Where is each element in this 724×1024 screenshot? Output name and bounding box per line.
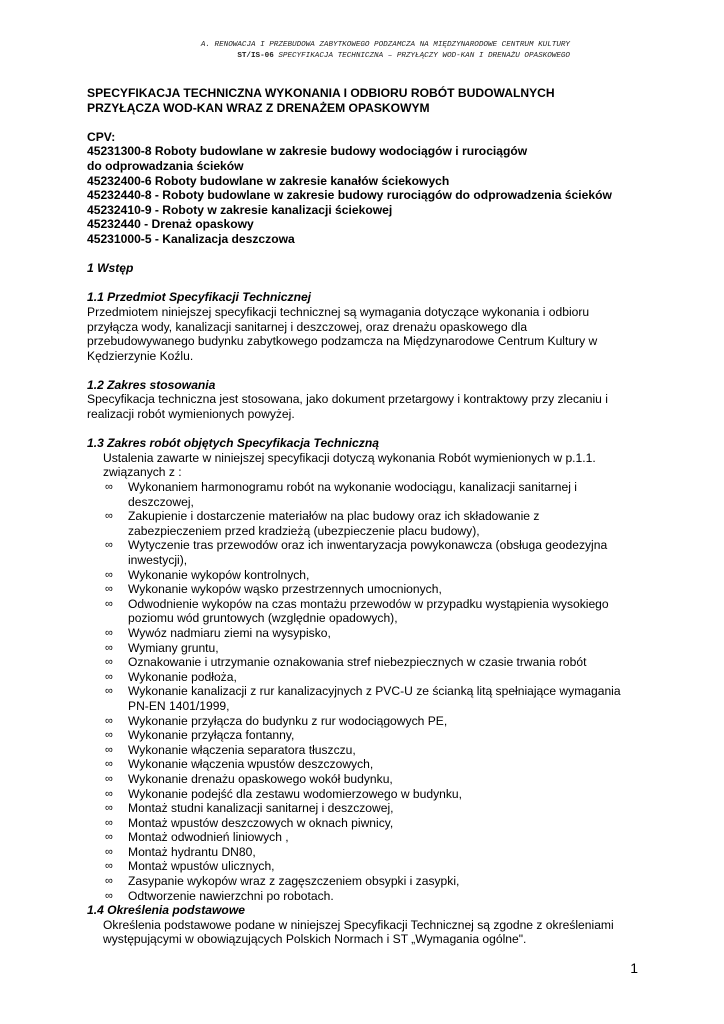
infinity-bullet-icon: ∞ bbox=[105, 656, 113, 669]
infinity-bullet-icon: ∞ bbox=[105, 787, 113, 800]
infinity-bullet-icon: ∞ bbox=[105, 816, 113, 829]
infinity-bullet-icon: ∞ bbox=[105, 758, 113, 771]
paragraph-line: przebudowywanego budynku zabytkowego podzamcza na Międzynarodowe Centrum Kultury w bbox=[87, 334, 598, 349]
infinity-bullet-icon: ∞ bbox=[105, 568, 113, 581]
list-item-text: PN-EN 1401/1999, bbox=[128, 698, 230, 713]
list-item bbox=[101, 787, 647, 802]
list-item bbox=[101, 714, 647, 729]
list-item bbox=[101, 801, 647, 816]
cpv-code-line: 45232440 - Drenaż opaskowy bbox=[87, 217, 254, 232]
cpv-code-line: 45231300-8 Roboty budowlane w zakresie budowy wodociągów i rurociągów bbox=[87, 144, 528, 159]
list-item bbox=[101, 772, 647, 787]
list-item-text: Wykonaniem harmonogramu robót na wykonanie wodociągu, kanalizacji sanitarnej i bbox=[128, 480, 577, 495]
paragraph-line: związanych z : bbox=[103, 465, 182, 480]
section-1-1-heading: 1.1 Przedmiot Specyfikacji Technicznej bbox=[87, 290, 312, 305]
list-item-text: Wytyczenie tras przewodów oraz ich inwentaryzacja powykonawcza (obsługa geodezyjna bbox=[128, 538, 608, 553]
title-line-1: SPECYFIKACJA TECHNICZNA WYKONANIA I ODBIORU ROBÓT BUDOWALNYCH bbox=[87, 86, 555, 100]
list-item-text: Montaż wpustów ulicznych, bbox=[128, 859, 275, 874]
list-item-text: Montaż wpustów deszczowych w oknach piwnicy, bbox=[128, 815, 394, 830]
paragraph-line: przyłącza wody, kanalizacji sanitarnej i deszczowej, oraz drenażu opaskowego dla bbox=[87, 319, 528, 334]
list-item-text: Wykonanie włączenia wpustów deszczowych, bbox=[128, 757, 374, 772]
section-1-1-text bbox=[87, 305, 647, 363]
page-number: 1 bbox=[630, 960, 638, 976]
list-item-text: deszczowej, bbox=[128, 494, 194, 509]
infinity-bullet-icon: ∞ bbox=[105, 510, 113, 523]
list-item-text: Odtworzenie nawierzchni po robotach. bbox=[128, 888, 334, 903]
list-item bbox=[101, 597, 647, 626]
list-item bbox=[101, 874, 647, 889]
list-item bbox=[101, 743, 647, 758]
infinity-bullet-icon: ∞ bbox=[105, 481, 113, 494]
infinity-bullet-icon: ∞ bbox=[105, 670, 113, 683]
paragraph-line: Kędzierzynie Koźlu. bbox=[87, 348, 194, 363]
list-item-text: Wykonanie kanalizacji z rur kanalizacyjnych z PVC-U ze ścianką litą spełniające wymagania bbox=[128, 684, 621, 699]
list-item-text: Montaż studni kanalizacji sanitarnej i deszczowej, bbox=[128, 801, 394, 816]
cpv-code-line: 45232400-6 Roboty budowlane w zakresie kanałów ściekowych bbox=[87, 173, 450, 188]
section-1-2-heading: 1.2 Zakres stosowania bbox=[87, 377, 216, 392]
scope-list bbox=[87, 480, 647, 903]
list-item bbox=[101, 670, 647, 685]
list-item-text: Montaż odwodnień liniowych , bbox=[128, 830, 289, 845]
cpv-code-line: do odprowadzania ścieków bbox=[87, 158, 244, 173]
cpv-codes bbox=[87, 144, 647, 246]
paragraph-line: Ustalenia zawarte w niniejszej specyfikacji dotyczą wykonania Robót wymienionych w p.1.1. bbox=[103, 450, 596, 465]
section-1-3-intro bbox=[87, 451, 647, 480]
list-item-text: Wywóz nadmiaru ziemi na wysypisko, bbox=[128, 625, 331, 640]
paragraph-line: realizacji robót wymienionych powyżej. bbox=[87, 407, 295, 422]
list-item-text: Wykonanie wykopów wąsko przestrzennych umocnionych, bbox=[128, 582, 442, 597]
infinity-bullet-icon: ∞ bbox=[105, 802, 113, 815]
list-item bbox=[101, 859, 647, 874]
section-1-4-heading: 1.4 Określenia podstawowe bbox=[87, 903, 245, 918]
list-item bbox=[101, 538, 647, 567]
cpv-code-line: 45232440-8 - Roboty budowlane w zakresie budowy rurociągów do odprowadzenia ścieków bbox=[87, 188, 612, 203]
paragraph-line: Określenia podstawowe podane w niniejszej Specyfikacji Technicznej są zgodne z określeniami bbox=[103, 917, 614, 932]
list-item bbox=[101, 641, 647, 656]
document-title bbox=[87, 86, 647, 115]
infinity-bullet-icon: ∞ bbox=[105, 860, 113, 873]
list-item bbox=[101, 655, 647, 670]
list-item bbox=[101, 684, 647, 713]
list-item bbox=[101, 626, 647, 641]
list-item-text: Wykonanie przyłącza fontanny, bbox=[128, 728, 295, 743]
infinity-bullet-icon: ∞ bbox=[105, 714, 113, 727]
cpv-block bbox=[87, 130, 647, 247]
document-body bbox=[87, 86, 647, 947]
list-item-text: Montaż hydrantu DN80, bbox=[128, 844, 256, 859]
infinity-bullet-icon: ∞ bbox=[105, 845, 113, 858]
header-line-2 bbox=[201, 51, 570, 62]
list-item-text: Oznakowanie i utrzymanie oznakowania stref niebezpiecznych w czasie trwania robót bbox=[128, 655, 587, 670]
list-item-text: Zasypanie wykopów wraz z zagęszczeniem obsypki i zasypki, bbox=[128, 874, 460, 889]
infinity-bullet-icon: ∞ bbox=[105, 889, 113, 902]
paragraph-line: Przedmiotem niniejszej specyfikacji technicznej są wymagania dotyczące wykonania i odbioru bbox=[87, 304, 590, 319]
list-item-text: Wykonanie podłoża, bbox=[128, 669, 237, 684]
infinity-bullet-icon: ∞ bbox=[105, 597, 113, 610]
cpv-label: CPV: bbox=[87, 129, 116, 144]
list-item-text: zabezpieczeniem przed kradzieżą (ubezpieczenie placu budowy), bbox=[128, 523, 480, 538]
section-1-4-text bbox=[87, 918, 647, 947]
list-item-text: Odwodnienie wykopów na czas montażu przewodów w przypadku wystąpienia wysokiego bbox=[128, 596, 609, 611]
infinity-bullet-icon: ∞ bbox=[105, 831, 113, 844]
list-item bbox=[101, 480, 647, 509]
list-item-text: Wymiany gruntu, bbox=[128, 640, 219, 655]
cpv-code-line: 45231000-5 - Kanalizacja deszczowa bbox=[87, 231, 295, 246]
title-line-2: PRZYŁĄCZA WOD-KAN WRAZ Z DRENAŻEM OPASKOWYM bbox=[87, 100, 430, 115]
list-item bbox=[101, 845, 647, 860]
section-1-2-text bbox=[87, 392, 647, 421]
infinity-bullet-icon: ∞ bbox=[105, 685, 113, 698]
infinity-bullet-icon: ∞ bbox=[105, 626, 113, 639]
list-item bbox=[101, 816, 647, 831]
infinity-bullet-icon: ∞ bbox=[105, 583, 113, 596]
paragraph-line: Specyfikacja techniczna jest stosowana, jako dokument przetargowy i kontraktowy przy zlecaniu i bbox=[87, 392, 608, 407]
list-item-text: inwestycji), bbox=[128, 553, 188, 567]
list-item-text: poziomu wód gruntowych (względnie opadowych), bbox=[128, 611, 398, 626]
list-item-text: Wykonanie wykopów kontrolnych, bbox=[128, 567, 310, 582]
infinity-bullet-icon: ∞ bbox=[105, 729, 113, 742]
infinity-bullet-icon: ∞ bbox=[105, 539, 113, 552]
infinity-bullet-icon: ∞ bbox=[105, 641, 113, 654]
header-doc-title: SPECYFIKACJA TECHNICZNA – PRZYŁĄCZY WOD-KAN I DRENAŻU OPASKOWEGO bbox=[278, 52, 570, 60]
list-item-text: Wykonanie podejść dla zestawu wodomierzowego w budynku, bbox=[128, 786, 462, 801]
list-item bbox=[101, 830, 647, 845]
list-item bbox=[101, 568, 647, 583]
list-item-text: Wykonanie przyłącza do budynku z rur wodociągowych PE, bbox=[128, 713, 448, 728]
list-item bbox=[101, 757, 647, 772]
list-item bbox=[101, 509, 647, 538]
infinity-bullet-icon: ∞ bbox=[105, 743, 113, 756]
infinity-bullet-icon: ∞ bbox=[105, 772, 113, 785]
section-1-heading: 1 Wstęp bbox=[87, 261, 134, 276]
cpv-code-line: 45232410-9 - Roboty w zakresie kanalizacji ściekowej bbox=[87, 202, 393, 217]
list-item bbox=[101, 728, 647, 743]
list-item-text: Zakupienie i dostarczenie materiałów na plac budowy oraz ich składowanie z bbox=[128, 509, 540, 524]
section-1-3-heading: 1.3 Zakres robót objętych Specyfikacja Techniczną bbox=[87, 436, 379, 451]
header-doc-code: ST/IS-06 bbox=[237, 52, 274, 60]
list-item bbox=[101, 889, 647, 904]
list-item-text: Wykonanie drenażu opaskowego wokół budynku, bbox=[128, 771, 393, 786]
list-item-text: Wykonanie włączenia separatora tłuszczu, bbox=[128, 742, 356, 757]
paragraph-line: występującymi w obowiązujących Polskich Normach i ST „Wymagania ogólne". bbox=[103, 932, 527, 947]
header-line-1: A. RENOWACJA I PRZEBUDOWA ZABYTKOWEGO PODZAMCZA NA MIĘDZYNARODOWE CENTRUM KULTURY bbox=[200, 41, 570, 49]
infinity-bullet-icon: ∞ bbox=[105, 875, 113, 888]
running-header bbox=[201, 40, 570, 62]
list-item bbox=[101, 582, 647, 597]
